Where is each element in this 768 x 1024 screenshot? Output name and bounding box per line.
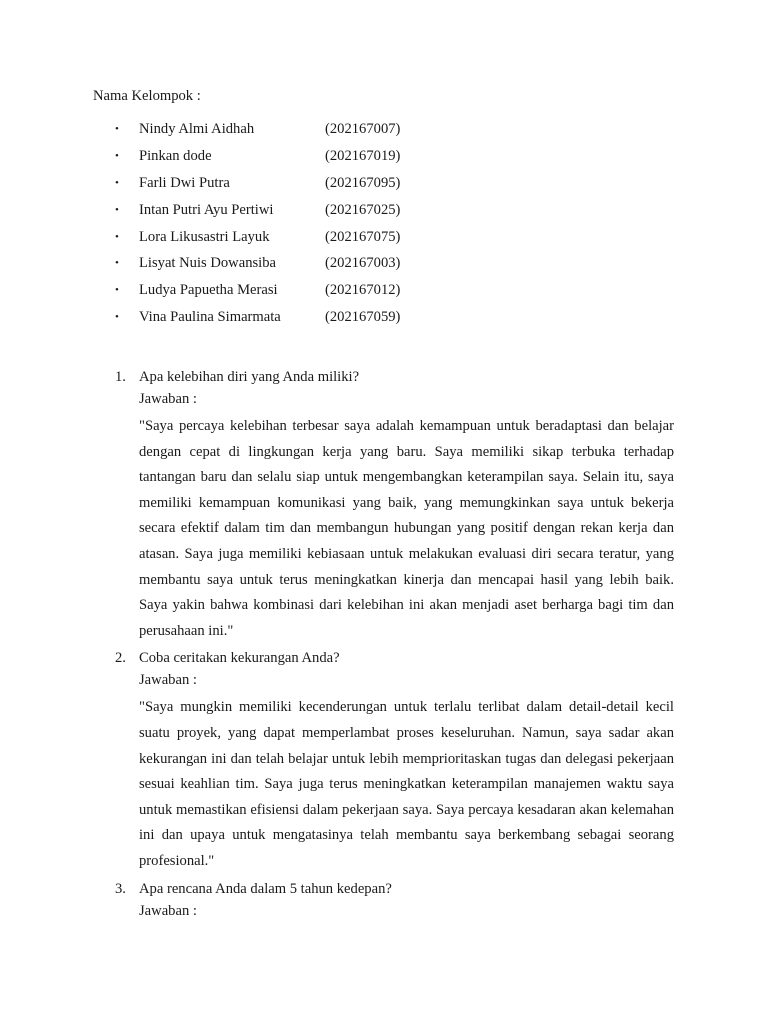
member-name: Farli Dwi Putra (139, 174, 230, 191)
question-item (0, 647, 674, 874)
member-nim: (202167003) (325, 255, 401, 272)
answer-text: "Saya mungkin memiliki kecenderungan untuk terlalu terlibat dalam detail-detail kecil suatu proyek, yang dapat memperlambat proses keseluruhan. Namun, saya sadar akan kekurangan ini dan telah belajar untuk lebih memprioritaskan tugas dan delegasi pekerjaan sesuai keahlian tim. Saya juga terus meningkatkan keterampilan manajemen waktu saya untuk memastikan efisiensi dalam pekerjaan saya. Saya percaya kesadaran akan kelemahan ini dan upaya untuk mengatasinya telah membantu saya berkembang sebagai seorang profesional." (139, 699, 674, 869)
member-nim: (202167075) (325, 228, 401, 245)
answer-label: Jawaban : (139, 672, 197, 689)
member-name: Vina Paulina Simarmata (139, 309, 281, 326)
question-text: Apa rencana Anda dalam 5 tahun kedepan? (139, 880, 392, 897)
bullet-icon: • (115, 284, 119, 297)
question-list (0, 366, 674, 922)
answer-label: Jawaban : (139, 902, 197, 919)
question-number: 2. (115, 650, 126, 667)
member-name: Pinkan dode (139, 147, 212, 164)
member-name: Lora Likusastri Layuk (139, 228, 270, 245)
question-number: 1. (115, 369, 126, 385)
member-name: Ludya Papuetha Merasi (139, 282, 278, 299)
question-item (0, 366, 674, 644)
question-number: 3. (115, 880, 126, 897)
member-nim: (202167059) (325, 309, 401, 326)
question-text: Coba ceritakan kekurangan Anda? (139, 650, 340, 667)
member-nim: (202167019) (325, 147, 401, 164)
member-name: Lisyat Nuis Dowansiba (139, 255, 277, 272)
member-nim: (202167025) (325, 201, 401, 218)
question-text: Apa kelebihan diri yang Anda miliki? (139, 369, 360, 385)
bullet-icon: • (115, 149, 119, 162)
member-nim: (202167012) (325, 282, 401, 299)
member-nim: (202167095) (325, 174, 401, 191)
question-item (0, 878, 674, 922)
answer-text: "Saya percaya kelebihan terbesar saya adalah kemampuan untuk beradaptasi dan belajar dengan cepat di lingkungan kerja yang baru. Saya memiliki sikap terbuka terhadap tantangan baru dan selalu siap untuk mengembangkan keterampilan saya. Selain itu, saya memiliki kemampuan komunikasi yang baik, yang memungkinkan saya untuk bekerja secara efektif dalam tim dan membangun hubungan yang positif dengan rekan kerja dan atasan. Saya juga memiliki kebiasaan untuk melakukan evaluasi diri secara teratur, yang membantu saya untuk terus meningkatkan kinerja dan mencapai hasil yang lebih baik. Saya yakin bahwa kombinasi dari kelebihan ini akan menjadi aset berharga bagi tim dan perusahaan ini." (139, 418, 674, 639)
bullet-icon: • (115, 311, 119, 324)
bullet-icon: • (115, 176, 119, 189)
bullet-icon: • (115, 123, 119, 135)
member-name: Intan Putri Ayu Pertiwi (139, 201, 274, 218)
member-name: Nindy Almi Aidhah (139, 121, 255, 137)
bullet-icon: • (115, 257, 119, 270)
bullet-icon: • (115, 230, 119, 243)
bullet-icon: • (115, 203, 119, 216)
member-nim: (202167007) (325, 121, 401, 137)
answer-label: Jawaban : (139, 391, 197, 407)
group-title: Nama Kelompok : (93, 88, 201, 104)
